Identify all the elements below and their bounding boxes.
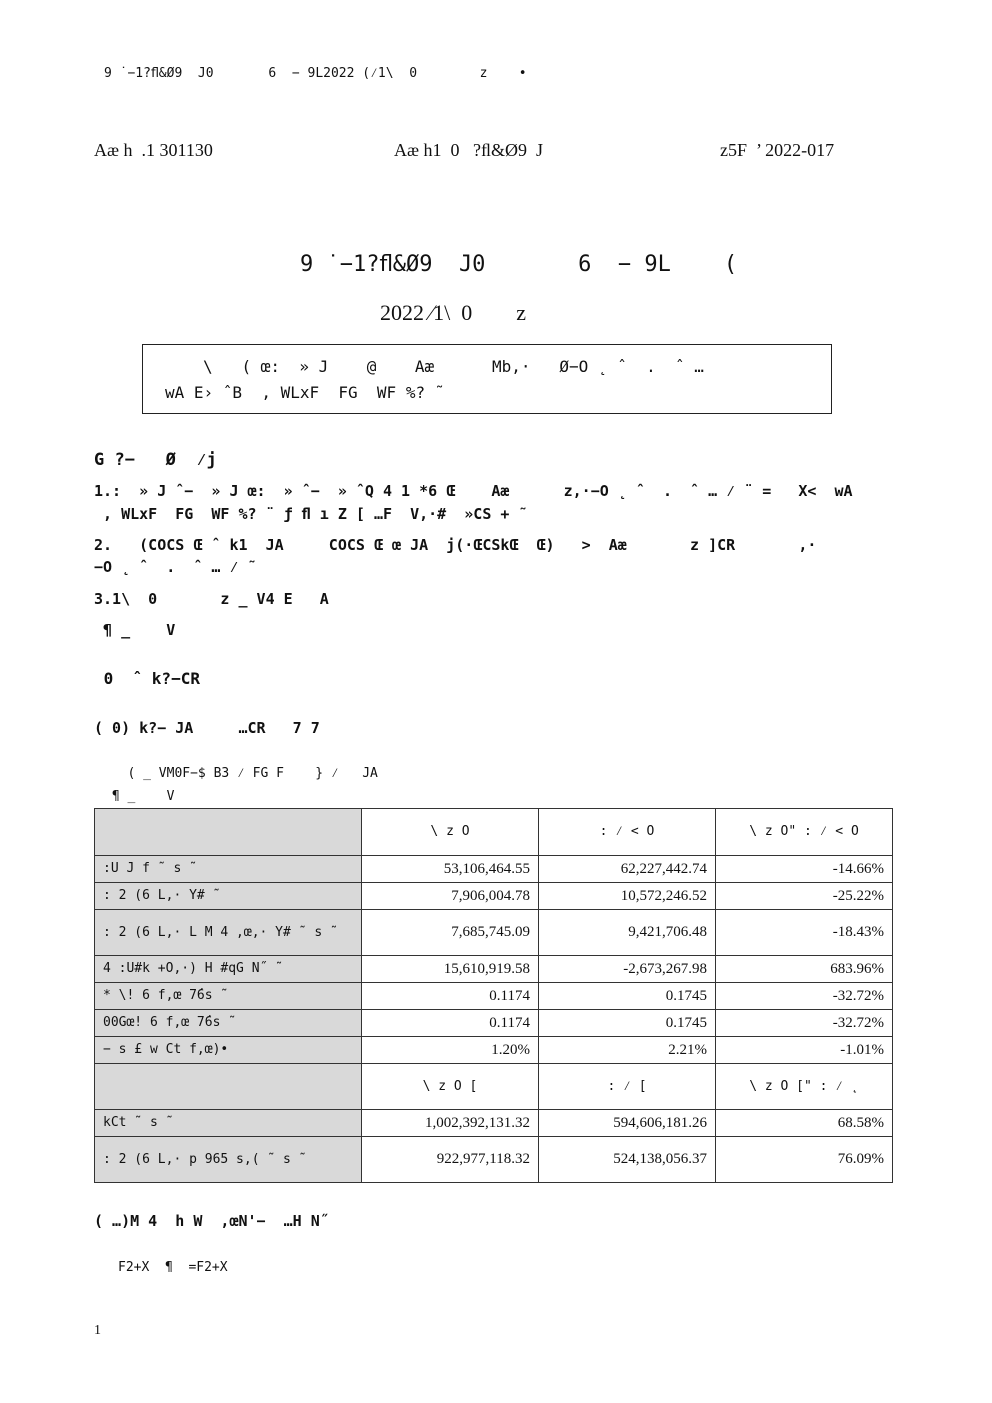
announcement-number: z5F ’ 2022-017	[720, 140, 835, 160]
item-2-line-2: −O ˛ ˆ . ˆ … ⁄ ˜	[94, 558, 257, 576]
table-row	[95, 983, 893, 1010]
stock-name: Aæ h1 0 ?ﬂ&Ø9 J	[394, 140, 544, 160]
item-2-line-1: 2. (COCS Œ ˆ k1 JA COCS Œ œ JA j(·ŒCSkŒ Œ) > Aæ z ]CR ,·	[94, 536, 817, 554]
row-label: * \! 6 f,œ 7́6s ˜	[95, 983, 362, 1010]
current-period-value: 15,610,919.58	[362, 956, 539, 983]
change-value: -14.66%	[716, 856, 893, 883]
previous-period-value: 9,421,706.48	[539, 910, 716, 956]
row-label: : 2 (6 L,· L M 4 ,œ,· Y# ˜ s ˜	[95, 910, 362, 956]
current-period-value: 0.1174	[362, 983, 539, 1010]
change-value: 68.58%	[716, 1110, 893, 1137]
part-1-subheading: ( 0) k?− JA …CR 7 7	[94, 719, 320, 737]
table-row	[95, 910, 893, 956]
important-notice-heading: G ?− Ø ⁄j	[94, 450, 217, 470]
disclaimer-line-2: wA E› ˆB , WLxF FG WF %? ˜	[165, 383, 445, 402]
running-header: 9 ˙−1?ﬂ&Ø9 J0 6 − 9L2022 (⁄1\ 0 z •	[104, 66, 527, 81]
previous-period-value: 10,572,246.52	[539, 883, 716, 910]
current-period-value: 922,977,118.32	[362, 1137, 539, 1183]
change-value: -1.01%	[716, 1037, 893, 1064]
part-2-heading: ( …)M 4 h W ,œN'− …H N˝	[94, 1212, 329, 1230]
header-corner-cell	[95, 1064, 362, 1110]
column-header: \ z O [" : ⁄ ˛	[716, 1064, 893, 1110]
item-1-line-2: , WLxF FG WF %? ¨ ƒ ﬂ ı Z [ …F V,·# »CS + ˜	[94, 505, 528, 523]
page-number: 1	[94, 1323, 101, 1338]
column-header: : ⁄ < O	[539, 809, 716, 856]
table-row	[95, 1137, 893, 1183]
document-title-line-1: 9 ˙−1?ﬂ&Ø9 J0 6 − 9L (	[300, 252, 738, 277]
change-value: 683.96%	[716, 956, 893, 983]
change-value: 76.09%	[716, 1137, 893, 1183]
change-value: -32.72%	[716, 1010, 893, 1037]
row-label: kCt ˜ s ˜	[95, 1110, 362, 1137]
previous-period-value: 0.1745	[539, 983, 716, 1010]
change-value: -25.22%	[716, 883, 893, 910]
previous-period-value: 62,227,442.74	[539, 856, 716, 883]
table-row	[95, 956, 893, 983]
table-header-row	[95, 1064, 893, 1110]
item-1-line-1: 1.: » J ˆ− » J œ: » ˆ− » ˆQ 4 1 *6 Œ Aæ z,·−O ˛ ˆ . ˆ … ⁄ ¨ = X< wA	[94, 482, 853, 500]
table-row	[95, 1110, 893, 1137]
row-label: : 2 (6 L,· p 965 s,( ˜ s ˜	[95, 1137, 362, 1183]
column-header: \ z O	[362, 809, 539, 856]
table-row	[95, 1010, 893, 1037]
table-note-line-2: ¶ _ V	[104, 789, 175, 804]
previous-period-value: 594,606,181.26	[539, 1110, 716, 1137]
table-row	[95, 856, 893, 883]
row-label: − s £ w Ct f,œ)•	[95, 1037, 362, 1064]
previous-period-value: 524,138,056.37	[539, 1137, 716, 1183]
disclaimer-box	[142, 344, 832, 414]
current-period-value: 1.20%	[362, 1037, 539, 1064]
row-label: :U J f ˜ s ˜	[95, 856, 362, 883]
header-corner-cell	[95, 809, 362, 856]
table-header-row	[95, 809, 893, 856]
table-note-line-1: ( _ VM0F−$ B3 ⁄ FG F } ⁄ JA	[104, 766, 378, 781]
row-label: 00Gœ! 6 f,œ 7́6s ˜	[95, 1010, 362, 1037]
column-header: : ⁄ [	[539, 1064, 716, 1110]
row-label: 4 :U#k +O,·) H #qG N˝ ˜	[95, 956, 362, 983]
column-header: \ z O [	[362, 1064, 539, 1110]
part-1-heading: 0 ˆ k?−CR	[94, 669, 200, 688]
stock-code: Aæ h .1 301130	[94, 140, 213, 160]
current-period-value: 53,106,464.55	[362, 856, 539, 883]
document-title-line-2: 2022 ⁄1\ 0 z	[380, 300, 527, 325]
previous-period-value: 0.1745	[539, 1010, 716, 1037]
current-period-value: 7,906,004.78	[362, 883, 539, 910]
change-value: -32.72%	[716, 983, 893, 1010]
current-period-value: 1,002,392,131.32	[362, 1110, 539, 1137]
item-3-subheading: ¶ _ V	[94, 621, 176, 639]
previous-period-value: 2.21%	[539, 1037, 716, 1064]
previous-period-value: -2,673,267.98	[539, 956, 716, 983]
disclaimer-line-1: \ ( œ: » J @ Aæ Mb,· Ø−O ˛ ˆ . ˆ …	[203, 357, 704, 376]
financial-data-table	[94, 808, 893, 1183]
current-period-value: 0.1174	[362, 1010, 539, 1037]
current-period-value: 7,685,745.09	[362, 910, 539, 956]
item-3-heading: 3.1\ 0 z _ V4 E A	[94, 590, 329, 608]
table-row	[95, 1037, 893, 1064]
part-2-subheading: F2+X ¶ =F2+X	[118, 1260, 228, 1275]
column-header: \ z O" : ⁄ < O	[716, 809, 893, 856]
row-label: : 2 (6 L,· Y# ˜	[95, 883, 362, 910]
table-row	[95, 883, 893, 910]
change-value: -18.43%	[716, 910, 893, 956]
